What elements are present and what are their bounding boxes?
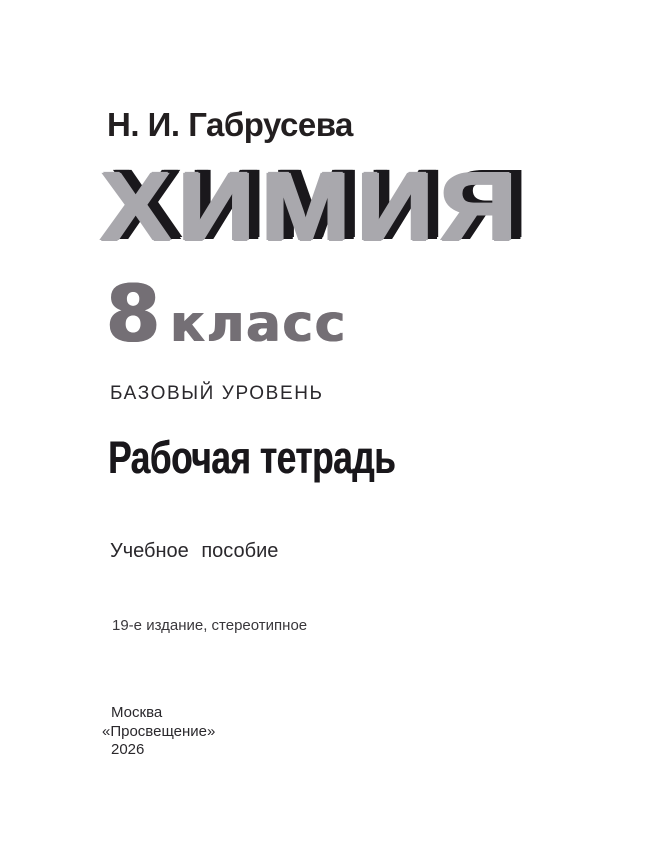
imprint-block [102, 704, 215, 760]
imprint-city: Москва [111, 704, 163, 721]
author-name: Н. И. Габрусева [107, 106, 353, 143]
level-label: БАЗОВЫЙ УРОВЕНЬ [110, 383, 324, 404]
imprint-publisher: «Просвещение» [102, 722, 216, 740]
book-subtitle: Рабочая тетрадь [108, 432, 396, 483]
grade-word: класс [170, 295, 348, 354]
grade-number: 8 [106, 270, 161, 360]
edition-note: 19-е издание, стереотипное [112, 617, 308, 634]
grade-line [106, 270, 348, 360]
imprint-year: 2026 [111, 741, 145, 758]
publication-type: Учебное пособие [110, 540, 279, 562]
book-main-title: ХИМИЯ [100, 152, 524, 261]
